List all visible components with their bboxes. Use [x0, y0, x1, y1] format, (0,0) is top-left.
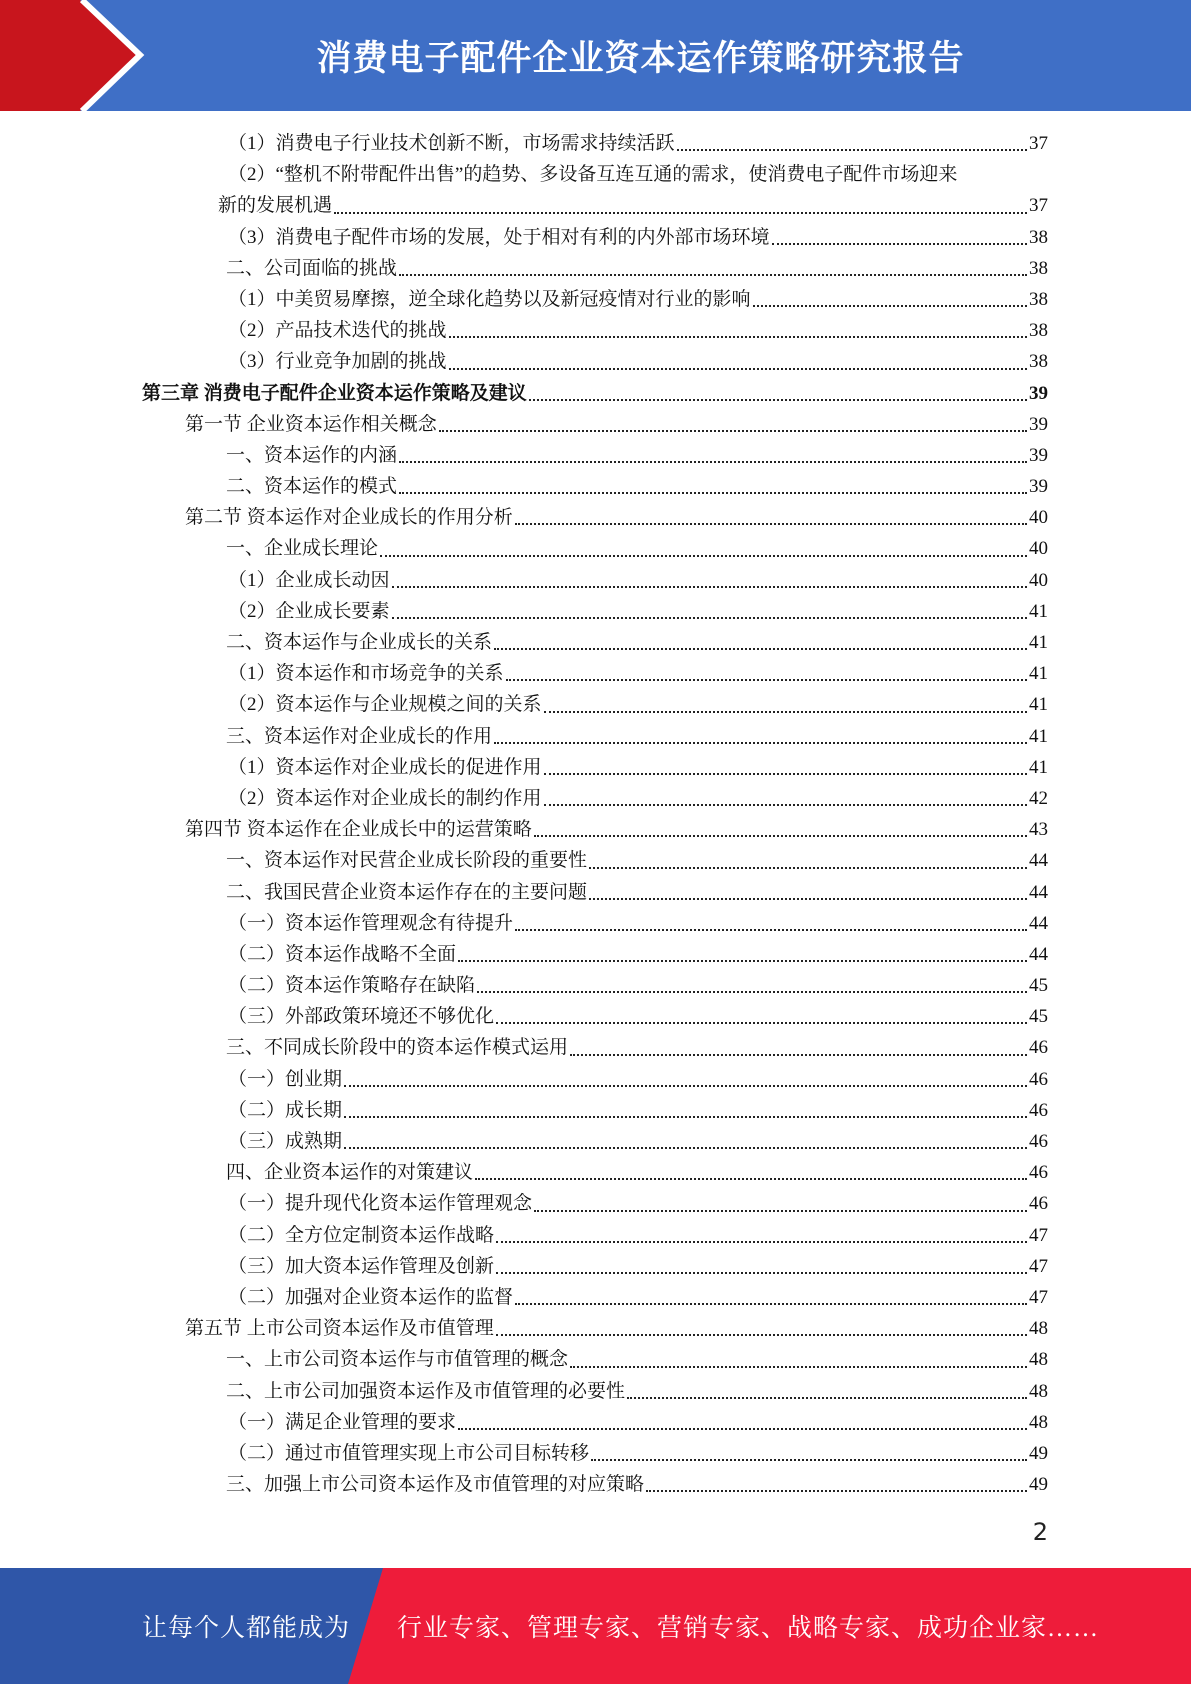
dot-leader [544, 772, 1027, 775]
dot-leader [515, 928, 1027, 931]
dot-leader [589, 866, 1027, 869]
toc-entry[interactable] [0, 533, 1048, 564]
toc-entry-text: 第五节 上市公司资本运作及市值管理 [185, 1318, 494, 1340]
toc-entry-text: （3）行业竞争加剧的挑战 [228, 351, 447, 373]
toc-page-number: 39 [1029, 413, 1048, 435]
toc-entry-text: 二、资本运作的模式 [226, 476, 398, 498]
toc-page-number: 38 [1029, 351, 1048, 373]
toc-entry[interactable] [0, 1282, 1048, 1313]
toc-entry-text: 第一节 企业资本运作相关概念 [185, 413, 437, 435]
toc-chapter-entry[interactable] [0, 378, 1048, 409]
toc-page-number: 38 [1029, 288, 1048, 310]
toc-entry-text: 二、上市公司加强资本运作及市值管理的必要性 [226, 1380, 626, 1402]
toc-page-number: 38 [1029, 320, 1048, 342]
toc-entry[interactable] [0, 440, 1048, 471]
dot-leader [496, 1271, 1027, 1274]
toc-page-number: 45 [1029, 1006, 1048, 1028]
toc-entry[interactable] [0, 1469, 1048, 1500]
toc-entry-text: （二）资本运作策略存在缺陷 [228, 975, 476, 997]
toc-entry-text: 二、资本运作与企业成长的关系 [226, 632, 493, 654]
dot-leader [772, 242, 1027, 245]
toc-entry[interactable] [0, 1157, 1048, 1188]
toc-entry[interactable] [0, 877, 1048, 908]
dot-leader [344, 1146, 1027, 1149]
toc-page-number: 42 [1029, 787, 1048, 809]
toc-entry-text: （一）资本运作管理观念有待提升 [228, 912, 514, 934]
toc-entry[interactable] [0, 284, 1048, 315]
dot-leader [344, 1084, 1027, 1087]
dot-leader [392, 616, 1027, 619]
dot-leader [344, 1115, 1027, 1118]
toc-entry[interactable] [0, 502, 1048, 533]
toc-entry[interactable] [0, 1095, 1048, 1126]
dot-leader [589, 897, 1027, 900]
toc-entry-text: 二、我国民营企业资本运作存在的主要问题 [226, 881, 588, 903]
toc-page-number: 46 [1029, 1037, 1048, 1059]
dot-leader [515, 522, 1027, 525]
toc-entry-text: （三）加大资本运作管理及创新 [228, 1255, 495, 1277]
toc-page-number: 48 [1029, 1380, 1048, 1402]
dot-leader [494, 647, 1027, 650]
toc-page-number: 44 [1029, 943, 1048, 965]
toc-entry[interactable] [0, 1438, 1048, 1469]
toc-entry[interactable] [0, 1126, 1048, 1157]
dot-leader [627, 1396, 1027, 1399]
toc-page-number: 48 [1029, 1411, 1048, 1433]
toc-entry[interactable] [0, 1251, 1048, 1282]
toc-entry[interactable] [0, 159, 1048, 221]
toc-entry-text: （1）中美贸易摩擦，逆全球化趋势以及新冠疫情对行业的影响 [228, 288, 751, 310]
toc-entry[interactable] [0, 565, 1048, 596]
toc-entry-text: （二）通过市值管理实现上市公司目标转移 [228, 1442, 590, 1464]
dot-leader [399, 491, 1027, 494]
toc-entry[interactable] [0, 908, 1048, 939]
toc-entry[interactable] [0, 939, 1048, 970]
toc-page-number: 44 [1029, 912, 1048, 934]
toc-page-number: 38 [1029, 226, 1048, 248]
toc-page-number: 41 [1029, 756, 1048, 778]
toc-page-number: 37 [1029, 133, 1048, 154]
toc-entry-text: 四、企业资本运作的对策建议 [226, 1162, 474, 1184]
dot-leader [496, 1240, 1027, 1243]
toc-page-number: 40 [1029, 507, 1048, 529]
toc-entry-text: （二）成长期 [228, 1099, 343, 1121]
toc-entry[interactable] [0, 1376, 1048, 1407]
toc-entry-text: （二）全方位定制资本运作战略 [228, 1224, 495, 1246]
toc-entry[interactable] [0, 814, 1048, 845]
toc-page-number: 41 [1029, 663, 1048, 685]
toc-entry-text: （1）资本运作和市场竞争的关系 [228, 663, 504, 685]
toc-entry[interactable] [0, 721, 1048, 752]
toc-entry-text: （一）满足企业管理的要求 [228, 1411, 457, 1433]
toc-entry[interactable] [0, 783, 1048, 814]
toc-page-number: 49 [1029, 1474, 1048, 1496]
toc-page-number: 47 [1029, 1255, 1048, 1277]
dot-leader [570, 1053, 1027, 1056]
toc-entry[interactable] [0, 409, 1048, 440]
toc-page-number: 46 [1029, 1068, 1048, 1090]
toc-page-number: 41 [1029, 725, 1048, 747]
toc-entry[interactable] [0, 1313, 1048, 1344]
report-title: 消费电子配件企业资本运作策略研究报告 [316, 38, 965, 79]
toc-entry[interactable] [0, 627, 1048, 658]
dot-leader [591, 1458, 1027, 1461]
toc-page-number: 41 [1029, 600, 1048, 622]
toc-entry-text: （2）产品技术迭代的挑战 [228, 320, 447, 342]
toc-entry[interactable] [0, 689, 1048, 720]
dot-leader [496, 1021, 1027, 1024]
toc-entry[interactable] [0, 222, 1048, 253]
toc-page-number: 40 [1029, 569, 1048, 591]
toc-entry[interactable] [0, 752, 1048, 783]
toc-page-number: 44 [1029, 881, 1048, 903]
toc-page-number: 41 [1029, 694, 1048, 716]
toc-entry[interactable] [0, 658, 1048, 689]
header-arrow-icon [0, 0, 160, 111]
dot-leader [399, 460, 1027, 463]
toc-entry-text: （2）企业成长要素 [228, 600, 390, 622]
dot-leader [534, 834, 1027, 837]
toc-entry[interactable] [0, 128, 1048, 159]
toc-page-number: 37 [1029, 195, 1048, 217]
toc-entry-text: 一、上市公司资本运作与市值管理的概念 [226, 1349, 569, 1371]
dot-leader [458, 1427, 1027, 1430]
footer-slogan-right: 行业专家、管理专家、营销专家、战略专家、成功企业家…… [397, 1615, 1100, 1642]
dot-leader [380, 554, 1027, 557]
toc-entry-text: 三、不同成长阶段中的资本运作模式运用 [226, 1037, 569, 1059]
toc-page-number: 45 [1029, 975, 1048, 997]
toc-page-number: 39 [1029, 476, 1048, 498]
toc-entry[interactable] [0, 1407, 1048, 1438]
dot-leader [753, 304, 1027, 307]
toc-page-number: 40 [1029, 538, 1048, 560]
toc-entry-text: （三）外部政策环境还不够优化 [228, 1006, 495, 1028]
toc-entry[interactable] [0, 596, 1048, 627]
toc-page-number: 39 [1029, 382, 1048, 404]
toc-entry[interactable] [0, 315, 1048, 346]
dot-leader [677, 148, 1027, 151]
dot-leader [529, 398, 1027, 401]
page-header [0, 0, 1191, 111]
toc-page-number: 46 [1029, 1099, 1048, 1121]
toc-page-number: 46 [1029, 1193, 1048, 1215]
toc-entry[interactable] [0, 1032, 1048, 1063]
toc-entry-text: 第四节 资本运作在企业成长中的运营策略 [185, 819, 532, 841]
toc-entry-text: （一）提升现代化资本运作管理观念 [228, 1193, 533, 1215]
toc-entry[interactable] [0, 1001, 1048, 1032]
toc-entry-text: （三）成熟期 [228, 1131, 343, 1153]
toc-entry[interactable] [0, 1188, 1048, 1219]
dot-leader [496, 1333, 1027, 1336]
toc-entry[interactable] [0, 1064, 1048, 1095]
toc-entry[interactable] [0, 970, 1048, 1001]
dot-leader [534, 1209, 1027, 1212]
dot-leader [494, 741, 1027, 744]
toc-entry-text: 一、资本运作的内涵 [226, 444, 398, 466]
toc-entry[interactable] [0, 1344, 1048, 1375]
toc-entry-text: 二、公司面临的挑战 [226, 257, 398, 279]
dot-leader [475, 1177, 1027, 1180]
toc-entry[interactable] [0, 253, 1048, 284]
toc-page-number: 41 [1029, 632, 1048, 654]
toc-page-number: 46 [1029, 1131, 1048, 1153]
dot-leader [570, 1365, 1027, 1368]
page-footer [0, 1568, 1191, 1684]
dot-leader [449, 367, 1027, 370]
dot-leader [334, 211, 1027, 214]
dot-leader [515, 1302, 1027, 1305]
toc-entry-text: （2）“整机不附带配件出售”的趋势、多设备互连互通的需求，使消费电子配件市场迎来 [228, 164, 958, 186]
toc-entry-text: 第二节 资本运作对企业成长的作用分析 [185, 507, 513, 529]
toc-entry-text: （3）消费电子配件市场的发展，处于相对有利的内外部市场环境 [228, 226, 770, 248]
toc-entry-text: 一、资本运作对民营企业成长阶段的重要性 [226, 850, 588, 872]
toc-entry[interactable] [0, 845, 1048, 876]
toc-page-number: 48 [1029, 1318, 1048, 1340]
toc-entry-text: 一、企业成长理论 [226, 538, 379, 560]
dot-leader [544, 803, 1027, 806]
page-number: 2 [1032, 1518, 1048, 1546]
toc-entry-text: 三、加强上市公司资本运作及市值管理的对应策略 [226, 1474, 645, 1496]
toc-page-number: 43 [1029, 819, 1048, 841]
toc-entry[interactable] [0, 471, 1048, 502]
dot-leader [506, 678, 1027, 681]
toc-page-number: 49 [1029, 1442, 1048, 1464]
dot-leader [544, 710, 1027, 713]
toc-page-number: 46 [1029, 1162, 1048, 1184]
dot-leader [458, 959, 1027, 962]
dot-leader [439, 429, 1027, 432]
dot-leader [399, 273, 1027, 276]
toc-entry-text: （2）资本运作与企业规模之间的关系 [228, 694, 542, 716]
toc-entry-text: 新的发展机遇 [218, 195, 333, 217]
toc-entry[interactable] [0, 1220, 1048, 1251]
toc-entry-text: （1）企业成长动因 [228, 569, 390, 591]
toc-entry-text: 第三章 消费电子配件企业资本运作策略及建议 [142, 382, 527, 404]
toc-entry-text: 三、资本运作对企业成长的作用 [226, 725, 493, 747]
toc-page-number: 47 [1029, 1286, 1048, 1308]
toc-page-number: 47 [1029, 1224, 1048, 1246]
toc-page-number: 39 [1029, 444, 1048, 466]
dot-leader [477, 990, 1027, 993]
toc-page-number: 38 [1029, 257, 1048, 279]
dot-leader [449, 335, 1027, 338]
toc-entry-text: （一）创业期 [228, 1068, 343, 1090]
toc-entry-text: （1）消费电子行业技术创新不断，市场需求持续活跃 [228, 133, 675, 154]
toc-entry-text: （二）资本运作战略不全面 [228, 943, 457, 965]
toc-entry[interactable] [0, 346, 1048, 377]
footer-slogan-left: 让每个人都能成为 [142, 1615, 351, 1642]
dot-leader [646, 1489, 1027, 1492]
toc-page-number: 48 [1029, 1349, 1048, 1371]
table-of-contents [0, 128, 1191, 1500]
dot-leader [392, 585, 1027, 588]
toc-entry-text: （1）资本运作对企业成长的促进作用 [228, 756, 542, 778]
toc-entry-text: （2）资本运作对企业成长的制约作用 [228, 787, 542, 809]
toc-entry-text: （二）加强对企业资本运作的监督 [228, 1286, 514, 1308]
toc-page-number: 44 [1029, 850, 1048, 872]
